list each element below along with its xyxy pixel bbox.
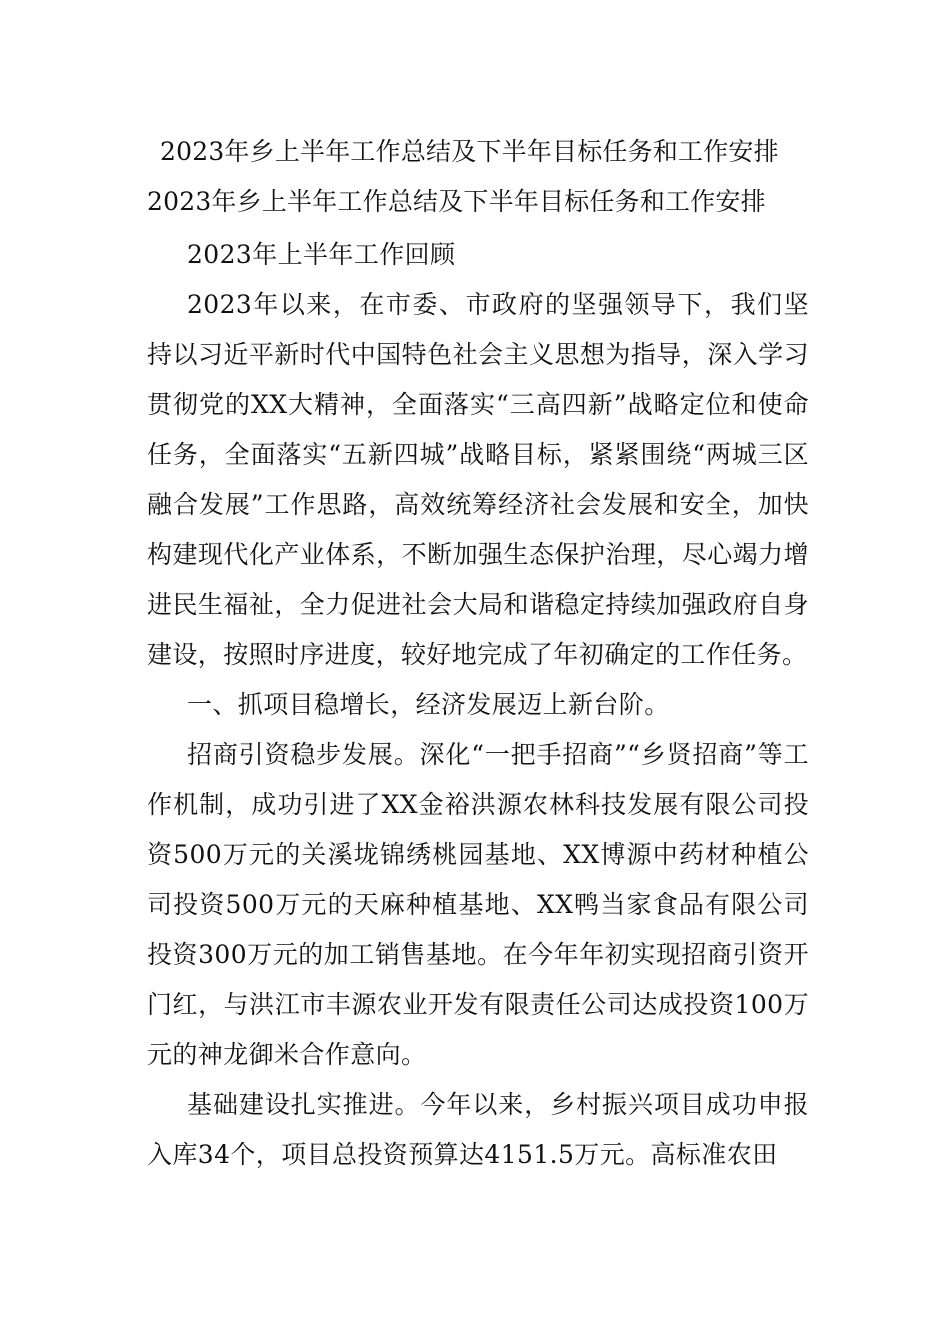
document-title-line-2: 2023年乡上半年工作总结及下半年目标任务和工作安排 [147,187,766,216]
paragraph-intro: 2023年以来，在市委、市政府的坚强领导下，我们坚持以习近平新时代中国特色社会主义思想为指导，深入学习贯彻党的XX大精神，全面落实“三高四新”战略定位和使命任务，全面落实“五新四城”战略目标，紧紧围绕“两城三区融合发展”工作思路，高效统筹经济社会发展和安全，加快构建现代化产业体系，不断加强生态保护治理，尽心竭力增进民生福祉，全力促进社会大局和谐稳定持续加强政府自身建设，按照时序进度，较好地完成了年初确定的工作任务。 [147,290,809,669]
document-title-line-1: 2023年乡上半年工作总结及下半年目标任务和工作安排 [160,137,779,166]
paragraph-infrastructure: 基础建设扎实推进。今年以来，乡村振兴项目成功申报入库34个，项目总投资预算达4151.5万元。高标准农田 [147,1090,809,1169]
section-heading-projects: 一、抓项目稳增长，经济发展迈上新台阶。 [187,690,670,719]
section-heading-review: 2023年上半年工作回顾 [187,240,456,269]
paragraph-investment: 招商引资稳步发展。深化“一把手招商”“乡贤招商”等工作机制，成功引进了XX金裕洪源农林科技发展有限公司投资500万元的关溪垅锦绣桃园基地、XX博源中药材种植公司投资500万元的天麻种植基地、XX鸭当家食品有限公司投资300万元的加工销售基地。在今年年初实现招商引资开门红，与洪江市丰源农业开发有限责任公司达成投资100万元的神龙御米合作意向。 [147,740,809,1069]
document-body [147,230,809,1180]
